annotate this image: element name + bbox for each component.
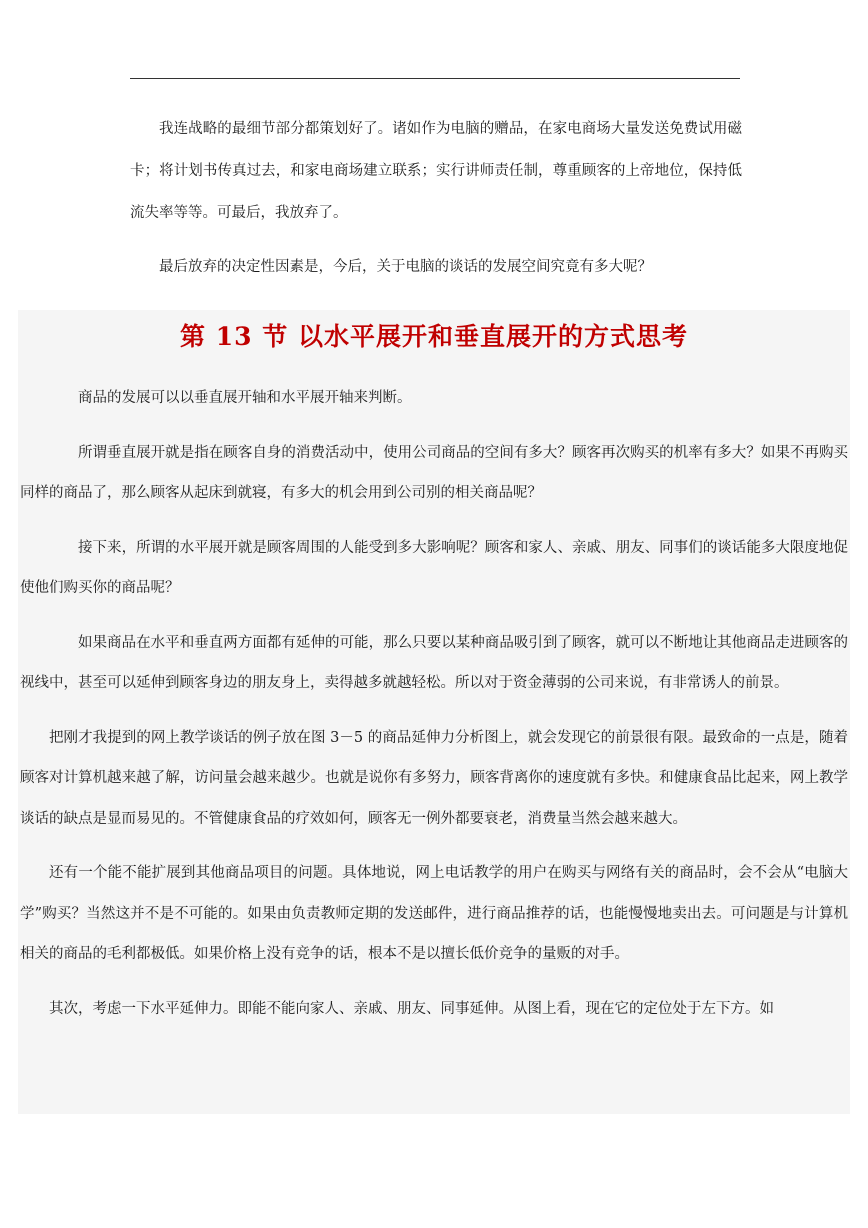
- intro-text: [130, 108, 742, 288]
- section-title: 第 13 节 以水平展开和垂直展开的方式思考: [180, 322, 688, 351]
- body-paragraph-1: 商品的发展可以以垂直展开轴和水平展开轴来判断。: [78, 390, 412, 406]
- body-paragraph-4: 如果商品在水平和垂直两方面都有延伸的可能，那么只要以某种商品吸引到了顾客，就可以不断地让其他商品走进顾客的视线中，甚至可以延伸到顾客身边的朋友身上，卖得越多就越轻松。所以对于资金薄弱的公司来说，有非常诱人的前景。: [20, 634, 848, 691]
- intro-paragraph-1: 我连战略的最细节部分都策划好了。诸如作为电脑的赠品，在家电商场大量发送免费试用磁卡；将计划书传真过去，和家电商场建立联系；实行讲师责任制，尊重顾客的上帝地位，保持低流失率等等。可最后，我放弃了。: [130, 121, 742, 221]
- body-paragraph-6: 还有一个能不能扩展到其他商品项目的问题。具体地说，网上电话教学的用户在购买与网络有关的商品时，会不会从“电脑大学”购买？当然这并不是不可能的。如果由负责教师定期的发送邮件，进行商品推荐的话，也能慢慢地卖出去。可问题是与计算机相关的商品的毛利都极低。如果价格上没有竞争的话，根本不是以擅长低价竞争的量贩的对手。: [20, 865, 848, 962]
- section-13: [18, 310, 850, 1114]
- intro-paragraph-2: 最后放弃的决定性因素是，今后，关于电脑的谈话的发展空间究竟有多大呢？: [159, 259, 652, 275]
- body-paragraph-5: 把刚才我提到的网上教学谈话的例子放在图 3－5 的商品延伸力分析图上，就会发现它的前景很有限。最致命的一点是，随着顾客对计算机越来越了解，访问量会越来越少。也就是说你有多努力，顾客背离你的速度就有多快。和健康食品比起来，网上教学谈话的缺点是显而易见的。不管健康食品的疗效如何，顾客无一例外都要衰老，消费量当然会越来越大。: [20, 729, 848, 827]
- body-paragraph-2: 所谓垂直展开就是指在顾客自身的消费活动中，使用公司商品的空间有多大？顾客再次购买的机率有多大？如果不再购买同样的商品了，那么顾客从起床到就寝，有多大的机会用到公司别的相关商品呢？: [20, 444, 848, 501]
- section-body: [20, 378, 848, 1043]
- body-paragraph-7: 其次，考虑一下水平延伸力。即能不能向家人、亲戚、朋友、同事延伸。从图上看，现在它的定位处于左下方。如: [49, 1000, 774, 1017]
- body-paragraph-3: 接下来，所谓的水平展开就是顾客周围的人能受到多大影响呢？顾客和家人、亲戚、朋友、同事们的谈话能多大限度地促使他们购买你的商品呢？: [20, 539, 848, 596]
- header-rule: [130, 78, 740, 79]
